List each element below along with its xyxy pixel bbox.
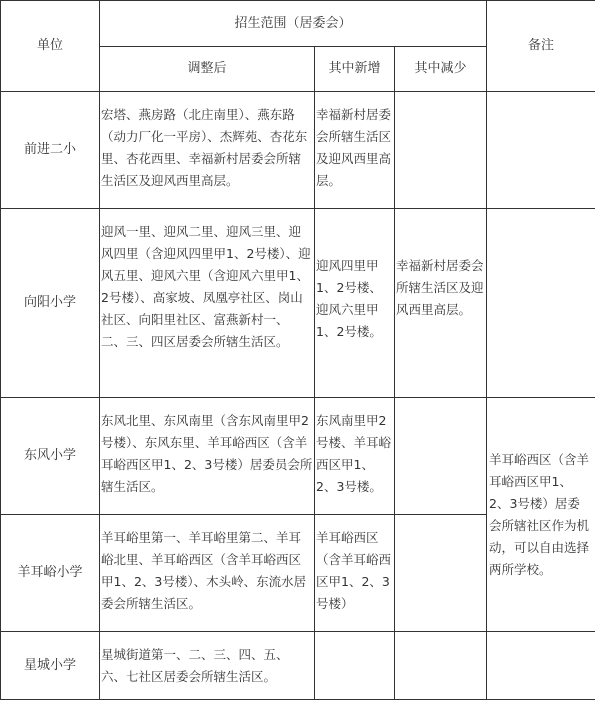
reduced-cell: 幸福新村居委会所辖生活区及迎风西里高层。 <box>395 209 487 398</box>
adjusted-cell: 宏塔、燕房路（北庄南里）、燕东路（动力厂化一平房）、杰辉苑、杏花东里、杏花西里、幸福新村居委会所辖生活区及迎风西里高层。 <box>100 92 315 209</box>
added-cell: 迎风四里甲1、2号楼、迎风六里甲1、2号楼。 <box>315 209 395 398</box>
adjusted-cell: 星城街道第一、二、三、四、五、六、七社区居委会所辖生活区。 <box>100 632 315 700</box>
unit-cell: 羊耳峪小学 <box>1 515 100 632</box>
header-row-1 <box>1 1 595 47</box>
unit-cell: 前进二小 <box>1 92 100 209</box>
reduced-cell <box>395 515 487 632</box>
added-cell: 羊耳峪西区（含羊耳峪西区甲1、2、3号楼） <box>315 515 395 632</box>
added-cell: 幸福新村居委会所辖生活区及迎风西里高层。 <box>315 92 395 209</box>
reduced-cell <box>395 632 487 700</box>
table-row <box>1 632 595 700</box>
table-row <box>1 92 595 209</box>
header-added: 其中新增 <box>315 47 395 92</box>
shared-remark-cell: 羊耳峪西区（含羊耳峪西区甲1、2、3号楼）居委会所辖社区作为机动，可以自由选择两所学校。 <box>487 398 595 632</box>
header-scope: 招生范围（居委会） <box>100 1 487 47</box>
remarks-cell <box>487 209 595 398</box>
table-row <box>1 209 595 398</box>
adjusted-cell: 迎风一里、迎风二里、迎风三里、迎风四里（含迎风四里甲1、2号楼）、迎风五里、迎风六里（含迎风六里甲1、2号楼）、高家坡、凤凰亭社区、岗山社区、向阳里社区、富燕新村一、二、三、四区居委会所辖生活区。 <box>100 209 315 398</box>
added-cell <box>315 632 395 700</box>
header-reduced: 其中减少 <box>395 47 487 92</box>
unit-cell: 向阳小学 <box>1 209 100 398</box>
header-adjusted: 调整后 <box>100 47 315 92</box>
header-unit: 单位 <box>1 1 100 92</box>
adjusted-cell: 东风北里、东风南里（含东风南里甲2号楼）、东风东里、羊耳峪西区（含羊耳峪西区甲1、2、3号楼）居委员会所辖生活区。 <box>100 398 315 515</box>
reduced-cell <box>395 92 487 209</box>
remarks-cell <box>487 632 595 700</box>
added-cell: 东风南里甲2号楼、羊耳峪西区甲1、2、3号楼。 <box>315 398 395 515</box>
table-row <box>1 398 595 515</box>
remarks-cell <box>487 92 595 209</box>
header-remarks: 备注 <box>487 1 595 92</box>
reduced-cell <box>395 398 487 515</box>
unit-cell: 星城小学 <box>1 632 100 700</box>
adjusted-cell: 羊耳峪里第一、羊耳峪里第二、羊耳峪北里、羊耳峪西区（含羊耳峪西区甲1、2、3号楼）、木头岭、东流水居委会所辖生活区。 <box>100 515 315 632</box>
unit-cell: 东风小学 <box>1 398 100 515</box>
